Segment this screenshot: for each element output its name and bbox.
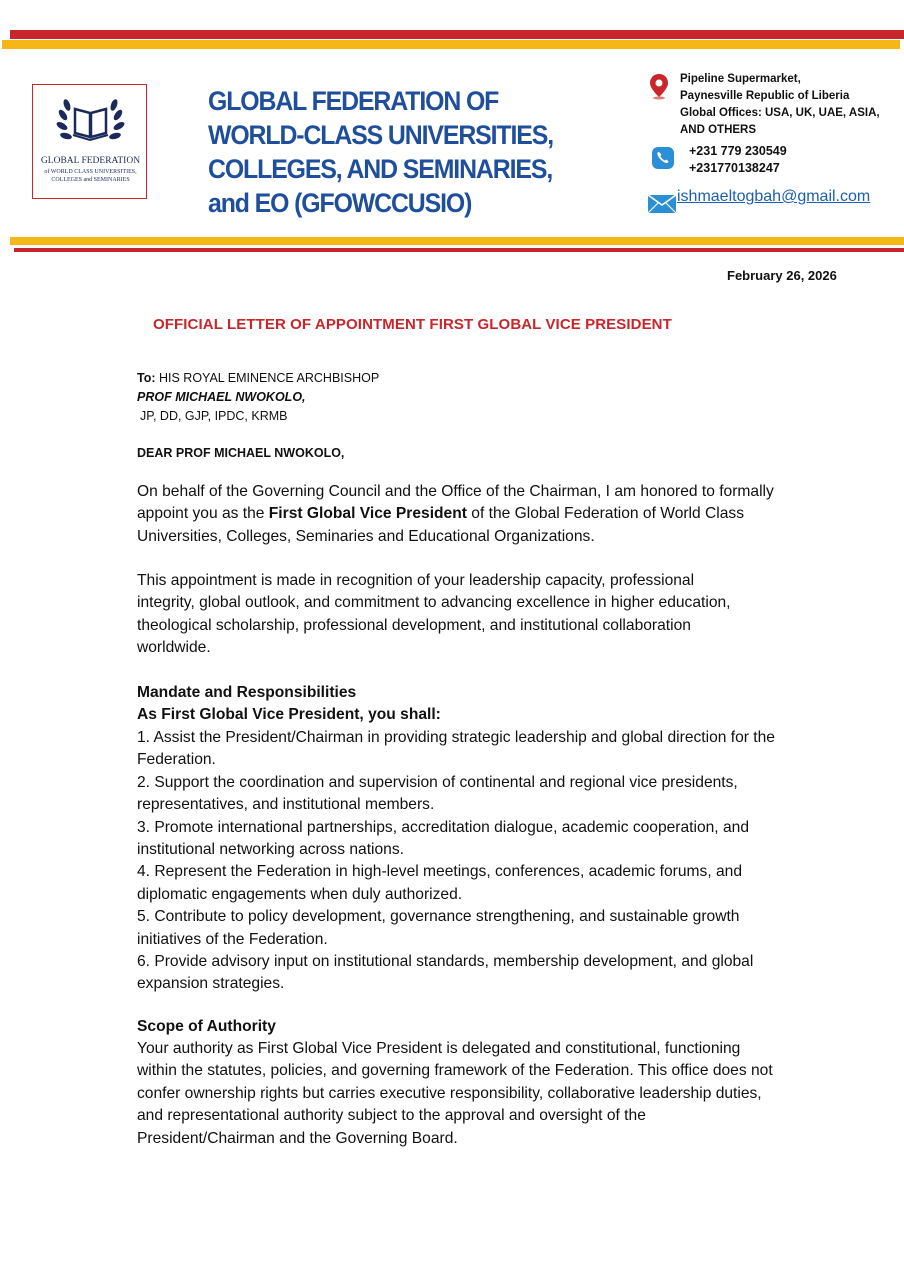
scope-text: Your authority as First Global Vice President is delegated and constitutional, functioning within the statutes, policies, and governing framework of the Federation. This office does not confer ownership rights but carries executive responsibility, collaborative leadership duties, and representational authority subject to the approval and oversight of the President/Chairman and the Governing Board. bbox=[137, 1040, 773, 1147]
letter-date: February 26, 2026 bbox=[727, 268, 837, 283]
mandate-item: 5. Contribute to policy development, governance strengthening, and sustainable growth initiatives of the Federation. bbox=[137, 908, 740, 948]
header-gold-stripe bbox=[2, 40, 900, 49]
recipient-honors: JP, DD, GJP, IPDC, KRMB bbox=[140, 409, 288, 423]
paragraph-appointment-text-a: On behalf of the Governing Council and the Office of the Chairman, I am honored to formally appoint you as the bbox=[137, 483, 774, 523]
logo-caption-line2: of WORLD CLASS UNIVERSITIES, bbox=[44, 169, 137, 175]
mandate-item: 4. Represent the Federation in high-level meetings, conferences, academic forums, and diplomatic engagements when duly authorized. bbox=[137, 863, 743, 903]
email-link[interactable]: ishmaeltogbah@gmail.com bbox=[677, 188, 871, 205]
recipient-name: PROF MICHAEL NWOKOLO, bbox=[137, 390, 306, 404]
mandate-item: 2. Support the coordination and supervision of continental and regional vice presidents, representatives, and institutional members. bbox=[137, 773, 738, 814]
phone-block bbox=[689, 143, 787, 177]
logo-caption-line1: GLOBAL FEDERATION bbox=[40, 156, 141, 166]
mandate-item: 6. Provide advisory input on institutional standards, membership development, and global expansion strategies. bbox=[137, 953, 754, 993]
federation-logo bbox=[32, 84, 147, 199]
recipient-block bbox=[137, 369, 787, 426]
address-line1: Pipeline Supermarket, bbox=[680, 73, 801, 85]
paragraph-appointment-text-b: of the Global Federation of World Class Universities, Colleges, Seminaries and Educational Organizations. bbox=[137, 505, 745, 545]
address-line2: Paynesville Republic of Liberia bbox=[680, 90, 850, 102]
logo-caption-line3: COLLEGES and SEMINARIES bbox=[51, 177, 130, 183]
mandate-heading: Mandate and Responsibilities bbox=[137, 684, 357, 701]
paragraph-appointment bbox=[137, 481, 777, 548]
address-line3: Global Offices: USA, UK, UAE, ASIA, bbox=[680, 107, 880, 119]
book-laurel-logo-icon bbox=[53, 95, 128, 147]
divider-gold-stripe bbox=[10, 237, 904, 245]
scope-heading: Scope of Authority bbox=[137, 1018, 276, 1035]
phone-icon bbox=[651, 146, 675, 170]
mandate-intro: As First Global Vice President, you shall: bbox=[137, 706, 441, 723]
divider-red-stripe bbox=[14, 248, 904, 252]
paragraph-recognition: This appointment is made in recognition of your leadership capacity, professional integrity, global outlook, and commitment to advancing excellence in higher education, theological scholarship, professional development, and institutional collaboration worldwide. bbox=[137, 572, 731, 657]
location-pin-icon bbox=[648, 72, 670, 100]
header-red-stripe bbox=[10, 30, 904, 39]
mandate-list bbox=[137, 727, 782, 996]
envelope-icon bbox=[647, 194, 677, 214]
phone-number-1[interactable]: +231 779 230549 bbox=[689, 144, 787, 158]
organization-title: GLOBAL FEDERATION OF WORLD-CLASS UNIVERSITIES, COLLEGES, AND SEMINARIES, and EO (GFOWCCUSIO) bbox=[208, 86, 554, 218]
to-label: To: bbox=[137, 371, 156, 385]
phone-number-2[interactable]: +231770138247 bbox=[689, 161, 780, 175]
mandate-item: 3. Promote international partnerships, accreditation dialogue, academic cooperation, and institutional networking across nations. bbox=[137, 818, 749, 859]
address-block bbox=[680, 71, 880, 139]
address-line4: AND OTHERS bbox=[680, 124, 757, 136]
appointment-position: First Global Vice President bbox=[268, 505, 467, 523]
recipient-title: HIS ROYAL EMINENCE ARCHBISHOP bbox=[159, 371, 380, 385]
letter-subject: OFFICIAL LETTER OF APPOINTMENT FIRST GLOBAL VICE PRESIDENT bbox=[153, 316, 672, 333]
salutation: DEAR PROF MICHAEL NWOKOLO, bbox=[137, 446, 345, 460]
mandate-item: 1. Assist the President/Chairman in providing strategic leadership and global direction for the Federation. bbox=[137, 729, 775, 769]
